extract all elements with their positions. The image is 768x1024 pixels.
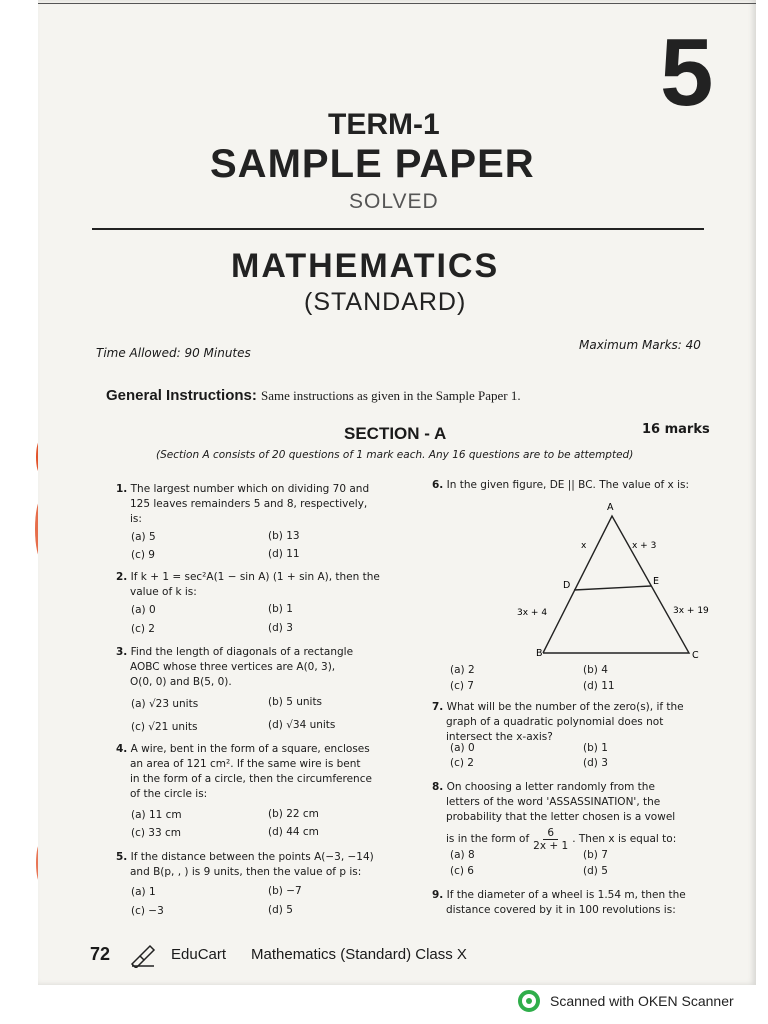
page-number: 72 (90, 944, 111, 964)
question-text-line: letters of the word 'ASSASSINATION', the (446, 796, 661, 808)
segment-de (574, 586, 651, 590)
question-1 (116, 482, 396, 527)
side-db-label: 3x + 4 (517, 608, 548, 618)
fraction-suffix: . Then x is equal to: (572, 833, 677, 845)
question-number: 7. (432, 701, 444, 713)
term-heading: TERM-1 (328, 108, 440, 141)
option-d: (d) 44 cm (268, 826, 319, 838)
general-instructions-text: Same instructions as given in the Sample Paper 1. (261, 388, 521, 403)
option-c: (c) 6 (450, 865, 474, 877)
question-number: 3. (116, 646, 128, 658)
vertex-b-label: B (536, 648, 543, 659)
question-text-line: A wire, bent in the form of a square, encloses (130, 743, 370, 755)
option-b: (b) 4 (583, 664, 608, 676)
vertex-a-label: A (607, 502, 614, 513)
scanner-text: Scanned with OKEN Scanner (550, 993, 734, 1009)
question-text-line: In the given figure, DE || BC. The value of x is: (446, 479, 690, 491)
option-b: (b) 1 (583, 742, 608, 754)
question-5 (116, 850, 416, 880)
question-text-line: an area of 121 cm². If the same wire is bent (130, 758, 361, 770)
section-note: (Section A consists of 20 questions of 1 mark each. Any 16 questions are to be attempted) (156, 449, 634, 461)
brand-name: EduCart (171, 946, 227, 963)
question-number: 9. (432, 889, 444, 901)
question-6 (432, 478, 732, 493)
question-text-line: Find the length of diagonals of a rectangle (130, 646, 354, 658)
section-title: SECTION - A (344, 424, 447, 443)
option-d: (d) 5 (583, 865, 608, 877)
option-d: (d) √34 units (268, 719, 336, 731)
side-ad-label: x (581, 541, 587, 551)
question-number: 2. (116, 571, 128, 583)
question-2 (116, 570, 406, 600)
side-ec-label: 3x + 19 (673, 606, 709, 616)
question-number: 4. (116, 743, 128, 755)
option-d: (d) 3 (268, 622, 293, 634)
option-c: (c) −3 (131, 905, 164, 917)
question-text-line: probability that the letter chosen is a vowel (446, 811, 676, 823)
top-rule (38, 3, 756, 4)
fraction (533, 827, 568, 852)
option-d: (d) 5 (268, 904, 293, 916)
maximum-marks: Maximum Marks: 40 (579, 338, 701, 352)
question-text-line: in the form of a circle, then the circumference (130, 773, 372, 785)
paper-page (38, 0, 756, 985)
question-text-line: If the diameter of a wheel is 1.54 m, then the (446, 889, 686, 901)
pen-icon (130, 944, 156, 968)
fraction-denominator: 2x + 1 (533, 840, 569, 852)
chapter-number: 5 (660, 19, 710, 126)
option-a: (a) 1 (131, 886, 156, 898)
fraction-numerator: 6 (543, 827, 558, 840)
question-text-line: and B(p, , ) is 9 units, then the value of p is: (130, 866, 362, 878)
question-text-line: If the distance between the points A(−3, −14) (130, 851, 374, 863)
section-marks: 16 marks (642, 422, 710, 437)
scanner-watermark (518, 990, 734, 1012)
vertex-d-label: D (563, 580, 571, 591)
question-text-line: AOBC whose three vertices are A(0, 3), (130, 661, 336, 673)
option-d: (d) 11 (268, 548, 300, 560)
paper-subtitle: SOLVED (349, 190, 439, 213)
option-c: (c) 7 (450, 680, 474, 692)
subject-level: (STANDARD) (304, 288, 467, 316)
time-allowed: Time Allowed: 90 Minutes (96, 346, 251, 360)
option-c: (c) 2 (450, 757, 474, 769)
option-a: (a) 0 (450, 742, 475, 754)
option-a: (a) 11 cm (131, 809, 182, 821)
question-text-line: of the circle is: (130, 788, 208, 800)
option-b: (b) −7 (268, 885, 302, 897)
option-a: (a) 2 (450, 664, 475, 676)
question-number: 6. (432, 479, 444, 491)
question-text-line: If k + 1 = sec²A(1 − sin A) (1 + sin A), then the (130, 571, 380, 583)
question-3 (116, 645, 406, 690)
question-7 (432, 700, 722, 745)
option-a: (a) 0 (131, 604, 156, 616)
general-instructions (106, 387, 521, 404)
question-9 (432, 888, 732, 918)
question-text-line: What will be the number of the zero(s), if the (446, 701, 684, 713)
divider (92, 228, 704, 230)
question-number: 1. (116, 483, 128, 495)
option-c: (c) √21 units (131, 721, 198, 733)
question-text-line: intersect the x-axis? (446, 731, 553, 743)
fraction-prefix: is in the form of (446, 833, 530, 845)
subject-heading: MATHEMATICS (231, 247, 500, 285)
option-b: (b) 7 (583, 849, 608, 861)
question-text-line: On choosing a letter randomly from the (446, 781, 655, 793)
option-a: (a) 8 (450, 849, 475, 861)
option-b: (b) 1 (268, 603, 293, 615)
question-8 (432, 780, 722, 852)
question-text-line: is: (130, 513, 142, 525)
fraction-line (432, 827, 722, 852)
question-text-line: O(0, 0) and B(5, 0). (130, 676, 232, 688)
paper-title: SAMPLE PAPER (210, 142, 535, 186)
option-b: (b) 5 units (268, 696, 323, 708)
option-a: (a) 5 (131, 531, 156, 543)
question-text-line: value of k is: (130, 586, 197, 598)
scanner-logo-icon (518, 990, 540, 1012)
general-instructions-label: General Instructions: (106, 387, 257, 404)
option-b: (b) 22 cm (268, 808, 319, 820)
question-text-line: distance covered by it in 100 revolutions is: (446, 904, 676, 916)
question-text-line: The largest number which on dividing 70 and (130, 483, 370, 495)
option-c: (c) 2 (131, 623, 155, 635)
question-text-line: 125 leaves remainders 5 and 8, respectively, (130, 498, 368, 510)
option-b: (b) 13 (268, 530, 300, 542)
option-a: (a) √23 units (131, 698, 199, 710)
side-ae-label: x + 3 (632, 541, 657, 551)
question-number: 5. (116, 851, 128, 863)
option-c: (c) 33 cm (131, 827, 182, 839)
option-d: (d) 11 (583, 680, 615, 692)
footer-title: Mathematics (Standard) Class X (251, 946, 467, 963)
option-d: (d) 3 (583, 757, 608, 769)
question-4 (116, 742, 406, 802)
triangle-figure (508, 498, 738, 663)
vertex-e-label: E (653, 576, 660, 587)
option-c: (c) 9 (131, 549, 155, 561)
question-number: 8. (432, 781, 444, 793)
vertex-c-label: C (692, 650, 699, 661)
question-text-line: graph of a quadratic polynomial does not (446, 716, 664, 728)
